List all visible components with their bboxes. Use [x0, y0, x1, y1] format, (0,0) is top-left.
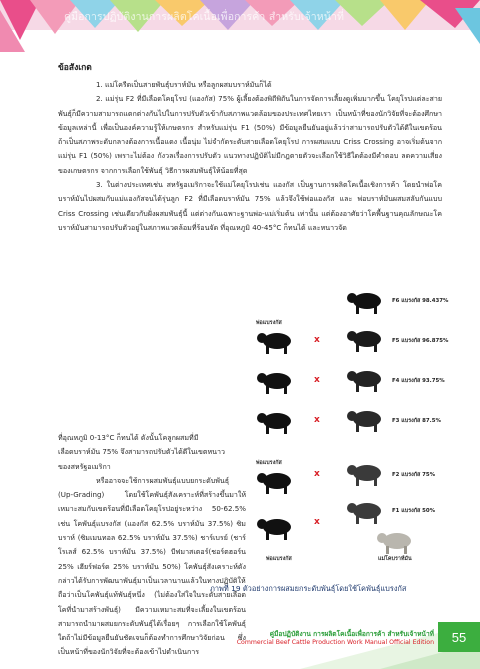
cow-image-f3	[346, 407, 386, 433]
note-item-3: 3. ในต่างประเทศเช่น สหรัฐอเมริกาจะใช้แม่โคยุโรปเช่น แองกัส เป็นฐานการผลิตโคเนื้อเชิงการค้า โดยนำพ่อโคบราห์มันไปผสมกับแม่แองกัสจนได้รุ่นลูก F2 ที่มีเลือดบราห์มัน 75% แล้วจึงใช้พ่อแองกัส และ พ่อบราห์มันผสมสลับกันแบบ Criss Crossing เช่นเดียวกับฝั่งผสมพันธุ์นี้ แต่ต่างกันเฉพาะฐานพ่อ-แม่เริ่มต้น เท่านั้น แต่ต้องอาศัยว่าโคพื้นฐานคุณลักษณะโคบราห์มันสามารถปรับตัวอยู่ในสภาพแวดล้อมที่ร้อนจัด ที่อุณหภูมิ 40-45°C ก็ทนได้ และหนาวจัด	[58, 180, 442, 232]
note-item-3-cont-2: เลือดบราห์มัน 75% จึงสามารถปรับตัวได้ดีในเขตหนาว	[58, 447, 225, 457]
footer-title: คู่มือปฏิบัติงาน การผลิตโคเนื้อเพื่อการค้า สำหรับเจ้าหน้าที่	[269, 630, 434, 638]
page-number: 55	[438, 622, 480, 652]
cow-image-f4	[346, 367, 386, 393]
cow-image-sire-f1	[256, 515, 296, 541]
sire-label-bottom: พ่อแบรงกัส	[266, 556, 292, 562]
figure-caption: ภาพที่ 19 ตัวอย่างการผสมยกระดับพันธุ์โดยใช้โคพันธุ์แบรงกัส	[210, 584, 407, 593]
cow-image-f1	[346, 499, 386, 525]
cow-image-sire-f2	[256, 469, 296, 495]
cow-image-sire-f3	[256, 409, 296, 435]
note-item-1: 1. แม่โครีดเป็นสายพันธุ์บราห์มัน หรือลูกผสมบราห์มันก็ได้	[96, 80, 272, 89]
cross-symbol-f1: x	[314, 517, 320, 527]
generation-label-f5: F5 แบรงกัส 96.875%	[392, 338, 449, 344]
page-header	[0, 0, 480, 52]
cow-image-sire-f4	[256, 369, 296, 395]
generation-label-f2: F2 แบรงกัส 75%	[392, 472, 436, 478]
note-item-3-cont-1: ที่อุณหภูมิ 0-13°C ก็ทนได้ ดังนั้นโคลูกผสมที่มี	[58, 433, 199, 442]
generation-label-f1: F1 แบรงกัส 50%	[392, 508, 436, 514]
note-item-2: 2. แม่รุ่น F2 ที่มีเลือดโคยุโรป (แองกัส) 75% ผู้เลี้ยงต้องพิถีพิถันในการจัดการเลี้ยงดูเพิ่มมากขึ้น โคยุโรปแต่ละสายพันธุ์ก็มีความสามารถแตกต่างกันไปในการปรับตัวเข้ากับสภาพแวดล้อมของประเทศไทยเรา เป็นหน้าที่ของนักวิจัยที่จะต้องศึกษาข้อมูลเหล่านี้ เพื่อเป็นองค์ความรู้ให้เกษตรกร สำหรับแม่รุ่น F1 (50%) มีข้อมูลยืนยันอยู่แล้วว่าสามารถปรับตัวได้ดีในเขตร้อน ถ้าเป็นสภาพระดับกลางต้องการเนื้อแดง เนื้อนุ่ม ไม่จำกัดระดับสายเลือดโคยุโรป การผสมแบบ Criss Crossing อาจเริ่มต้นจากแม่รุ่น F1 (50%) เพราะไม่ต้อง กังวลเรื่องการปรับตัว แนวทางปฏิบัติไม่มีกฎตายตัวจะเลือกใช้วิธีใดต้องมีคำตอบ ลดความเสี่ยงของเกษตรกร จากการเลือกใช้พันธุ์ วิธีการผสมพันธุ์ให้น้อยที่สุด	[58, 94, 442, 175]
note-item-3-cont-3: ของสหรัฐอเมริกา	[58, 461, 111, 471]
cow-image-sire-f5	[256, 329, 296, 355]
cow-image-dam	[376, 529, 416, 555]
upgrading-figure	[256, 289, 449, 567]
section-title: ข้อสังเกต	[58, 63, 92, 73]
sire-label-1: พ่อแบรงกัส	[256, 320, 282, 326]
header-title: คู่มือการปฏิบัติงานการผลิตโคเนื้อเพื่อการค้า สำหรับเจ้าหน้าที่	[64, 11, 345, 23]
cross-symbol-f3: x	[314, 415, 320, 425]
generation-label-f3: F3 แบรงกัส 87.5%	[392, 418, 441, 424]
cow-image-f2	[346, 461, 386, 487]
generation-label-f6: F6 แบรงกัส 98.437%	[392, 298, 449, 304]
sire-label-2: พ่อแบรงกัส	[256, 460, 282, 466]
upgrading-paragraph: หรืออาจจะใช้การผสมพันธุ์แบบยกระดับพันธุ์ (Up-Grading) โดยใช้โคพันธุ์สังเคราะห์ที่สร้างขึ้นมาให้เหมาะสมกับเขตร้อนที่มีเลือดโคยุโรปอยู่ระหว่าง 50-62.5% เช่น โคพันธุ์แบรงกัส (แองกัส 62.5% บราห์มัน 37.5%) ซิมบราห์ (ซิมเมนทอล 62.5% บราห์มัน 37.5%) ชาร์เบรย์ (ชาร์โรเลส์ 62.5% บราห์มัน 37.5%) บีฟมาสเตอร์(ชอร์ตฮอร์น 25% เฮียร์ฟอร์ด 25% บราห์มัน 50%) โคพันธุ์สังเคราะห์ดังกล่าวได้รับการพัฒนาพันธุ์มาเป็นเวลานานแล้วในทางปฏิบัติให้ถือว่าเป็นโคพันธุ์แท้พันธุ์หนึ่ง (ไม่ต้องใส่ใจในระดับสายเลือดโคที่นำมาสร้างพันธุ์) มีความเหมาะสมที่จะเลี้ยงในเขตร้อนสามารถนำมาผสมยกระดับพันธุ์ได้เรื่อยๆ การเลือกใช้โคพันธุ์ใดถ้าไม่มีข้อมูลยืนยันชัดเจนก็ต้องทำการศึกษาวิจัยก่อน ซึ่งเป็นหน้าที่ของนักวิจัยที่จะต้องเข้าไปดำเนินการ	[58, 475, 246, 657]
main-content	[58, 60, 442, 235]
cross-symbol-f5: x	[314, 335, 320, 345]
cow-image-f6	[346, 289, 386, 315]
cross-symbol-f2: x	[314, 469, 320, 479]
footer-subtitle: Commercial Beef Cattle Production Work Manual Official Edition	[236, 639, 434, 646]
generation-label-f4: F4 แบรงกัส 93.75%	[392, 378, 445, 384]
cross-symbol-f4: x	[314, 375, 320, 385]
dam-label: แม่โคบราห์มัน	[378, 556, 412, 562]
cow-image-f5	[346, 327, 386, 353]
